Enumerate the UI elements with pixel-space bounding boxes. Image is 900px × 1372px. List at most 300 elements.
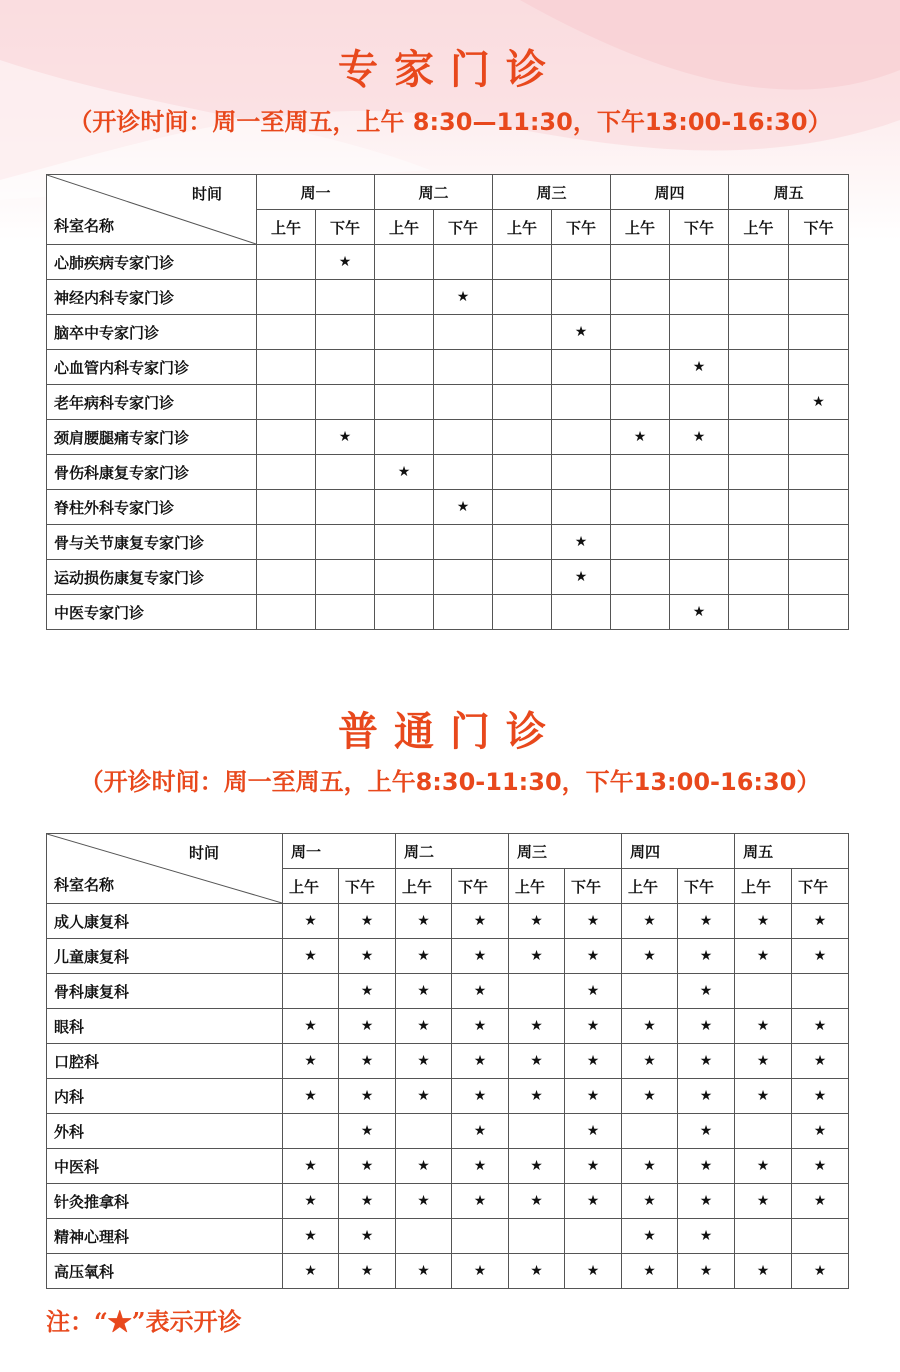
schedule-cell: [257, 455, 316, 490]
general-subtitle: （开诊时间：周一至周五，上午8:30-11:30，下午13:00-16:30）: [79, 768, 821, 796]
schedule-cell: [434, 595, 493, 630]
table-row: [47, 939, 849, 974]
schedule-cell: [257, 595, 316, 630]
schedule-cell: [622, 974, 678, 1009]
schedule-cell: [611, 350, 670, 385]
schedule-cell: [375, 350, 434, 385]
schedule-cell: [611, 245, 670, 280]
schedule-cell: [670, 560, 729, 595]
schedule-cell: [316, 315, 375, 350]
schedule-cell: [789, 490, 849, 525]
open-star-icon: ★: [283, 1079, 339, 1114]
open-star-icon: ★: [283, 1149, 339, 1184]
open-star-icon: ★: [283, 1009, 339, 1044]
open-star-icon: ★: [509, 1149, 565, 1184]
open-star-icon: ★: [565, 1114, 622, 1149]
open-star-icon: ★: [316, 420, 375, 455]
schedule-cell: [792, 974, 849, 1009]
schedule-cell: [257, 245, 316, 280]
schedule-cell: [375, 245, 434, 280]
dept-name: 颈肩腰腿痛专家门诊: [47, 420, 257, 455]
open-star-icon: ★: [396, 939, 452, 974]
open-star-icon: ★: [789, 385, 849, 420]
schedule-cell: [789, 315, 849, 350]
schedule-cell: [611, 595, 670, 630]
open-star-icon: ★: [622, 904, 678, 939]
schedule-cell: [493, 385, 552, 420]
dept-name: 脊柱外科专家门诊: [47, 490, 257, 525]
half-header: 下午: [434, 210, 493, 245]
schedule-cell: [670, 315, 729, 350]
open-star-icon: ★: [452, 974, 509, 1009]
schedule-cell: [670, 525, 729, 560]
schedule-cell: [729, 525, 789, 560]
open-star-icon: ★: [611, 420, 670, 455]
dept-name: 口腔科: [47, 1044, 283, 1079]
dept-name: 老年病科专家门诊: [47, 385, 257, 420]
half-header: 下午: [789, 210, 849, 245]
open-star-icon: ★: [678, 1219, 735, 1254]
open-star-icon: ★: [565, 1149, 622, 1184]
schedule-cell: [434, 560, 493, 595]
table-row: [47, 1184, 849, 1219]
open-star-icon: ★: [452, 904, 509, 939]
schedule-cell: [611, 315, 670, 350]
schedule-cell: [316, 280, 375, 315]
dept-name: 中医科: [47, 1149, 283, 1184]
dept-name: 外科: [47, 1114, 283, 1149]
schedule-cell: [434, 385, 493, 420]
open-star-icon: ★: [452, 1184, 509, 1219]
schedule-cell: [552, 595, 611, 630]
half-header: 上午: [622, 869, 678, 904]
open-star-icon: ★: [678, 939, 735, 974]
open-star-icon: ★: [283, 904, 339, 939]
schedule-cell: [611, 385, 670, 420]
schedule-cell: [611, 280, 670, 315]
open-star-icon: ★: [792, 1079, 849, 1114]
open-star-icon: ★: [622, 1079, 678, 1114]
open-star-icon: ★: [509, 939, 565, 974]
schedule-cell: [283, 974, 339, 1009]
half-header: 下午: [316, 210, 375, 245]
schedule-cell: [729, 245, 789, 280]
dept-name: 针灸推拿科: [47, 1184, 283, 1219]
half-header: 上午: [735, 869, 792, 904]
schedule-cell: [493, 245, 552, 280]
open-star-icon: ★: [622, 1219, 678, 1254]
open-star-icon: ★: [622, 1149, 678, 1184]
open-star-icon: ★: [622, 1184, 678, 1219]
open-star-icon: ★: [283, 1254, 339, 1289]
table-row: [47, 420, 849, 455]
open-star-icon: ★: [339, 1149, 396, 1184]
schedule-cell: [434, 315, 493, 350]
schedule-cell: [552, 385, 611, 420]
schedule-cell: [375, 560, 434, 595]
open-star-icon: ★: [509, 1254, 565, 1289]
schedule-cell: [729, 560, 789, 595]
half-header: 上午: [611, 210, 670, 245]
table-row: [47, 974, 849, 1009]
open-star-icon: ★: [396, 1184, 452, 1219]
open-star-icon: ★: [792, 1149, 849, 1184]
open-star-icon: ★: [396, 904, 452, 939]
schedule-cell: [257, 280, 316, 315]
header-diagonal-cell: [47, 175, 257, 245]
open-star-icon: ★: [283, 1219, 339, 1254]
table-row: [47, 904, 849, 939]
table-row: [47, 1219, 849, 1254]
schedule-cell: [493, 595, 552, 630]
half-header: 下午: [452, 869, 509, 904]
open-star-icon: ★: [678, 1114, 735, 1149]
day-header: 周四: [611, 175, 729, 210]
open-star-icon: ★: [339, 1254, 396, 1289]
half-header: 上午: [729, 210, 789, 245]
schedule-cell: [670, 385, 729, 420]
open-star-icon: ★: [792, 1114, 849, 1149]
schedule-cell: [434, 455, 493, 490]
open-star-icon: ★: [452, 1114, 509, 1149]
open-star-icon: ★: [565, 939, 622, 974]
schedule-cell: [493, 525, 552, 560]
schedule-cell: [434, 525, 493, 560]
open-star-icon: ★: [339, 1184, 396, 1219]
table-row: [47, 490, 849, 525]
table-row: [47, 350, 849, 385]
half-header: 下午: [339, 869, 396, 904]
open-star-icon: ★: [396, 1254, 452, 1289]
open-star-icon: ★: [509, 1079, 565, 1114]
schedule-cell: [670, 455, 729, 490]
schedule-cell: [493, 490, 552, 525]
day-header: 周三: [493, 175, 611, 210]
open-star-icon: ★: [735, 1079, 792, 1114]
open-star-icon: ★: [622, 1044, 678, 1079]
schedule-cell: [789, 595, 849, 630]
dept-name: 骨与关节康复专家门诊: [47, 525, 257, 560]
table-row: [47, 455, 849, 490]
open-star-icon: ★: [396, 1149, 452, 1184]
dept-name: 脑卒中专家门诊: [47, 315, 257, 350]
day-header: 周二: [396, 834, 509, 869]
schedule-cell: [257, 420, 316, 455]
open-star-icon: ★: [565, 1254, 622, 1289]
schedule-cell: [789, 350, 849, 385]
open-star-icon: ★: [339, 939, 396, 974]
expert-subtitle: （开诊时间：周一至周五，上午 8:30—11:30，下午13:00-16:30）: [68, 108, 832, 136]
open-star-icon: ★: [792, 1254, 849, 1289]
day-header: 周四: [622, 834, 735, 869]
schedule-cell: [316, 560, 375, 595]
general-title: 普通门诊: [338, 709, 562, 755]
open-star-icon: ★: [509, 1044, 565, 1079]
schedule-cell: [375, 385, 434, 420]
schedule-cell: [257, 525, 316, 560]
dept-name: 心肺疾病专家门诊: [47, 245, 257, 280]
dept-name: 神经内科专家门诊: [47, 280, 257, 315]
open-star-icon: ★: [735, 1254, 792, 1289]
day-header: 周一: [257, 175, 375, 210]
open-star-icon: ★: [339, 1219, 396, 1254]
schedule-cell: [611, 490, 670, 525]
schedule-cell: [316, 595, 375, 630]
schedule-cell: [729, 280, 789, 315]
schedule-cell: [729, 315, 789, 350]
day-header: 周二: [375, 175, 493, 210]
dept-name: 中医专家门诊: [47, 595, 257, 630]
open-star-icon: ★: [316, 245, 375, 280]
half-header: 上午: [375, 210, 434, 245]
schedule-cell: [283, 1114, 339, 1149]
open-star-icon: ★: [678, 1149, 735, 1184]
schedule-cell: [434, 350, 493, 385]
schedule-cell: [789, 525, 849, 560]
table-row: [47, 1009, 849, 1044]
half-header: 上午: [509, 869, 565, 904]
schedule-cell: [789, 420, 849, 455]
dept-name: 内科: [47, 1079, 283, 1114]
open-star-icon: ★: [622, 1009, 678, 1044]
open-star-icon: ★: [396, 1009, 452, 1044]
header-time-label: 时间: [189, 844, 220, 862]
day-header: 周五: [735, 834, 849, 869]
schedule-cell: [729, 350, 789, 385]
open-star-icon: ★: [735, 1184, 792, 1219]
open-star-icon: ★: [670, 420, 729, 455]
schedule-cell: [670, 280, 729, 315]
schedule-cell: [316, 455, 375, 490]
open-star-icon: ★: [792, 904, 849, 939]
table-row: [47, 595, 849, 630]
schedule-cell: [257, 315, 316, 350]
open-star-icon: ★: [552, 315, 611, 350]
open-star-icon: ★: [339, 1079, 396, 1114]
schedule-cell: [611, 455, 670, 490]
schedule-cell: [792, 1219, 849, 1254]
table-row: [47, 1114, 849, 1149]
schedule-cell: [375, 595, 434, 630]
open-star-icon: ★: [509, 1009, 565, 1044]
table-row: [47, 1149, 849, 1184]
half-header: 上午: [283, 869, 339, 904]
open-star-icon: ★: [283, 939, 339, 974]
dept-name: 骨科康复科: [47, 974, 283, 1009]
open-star-icon: ★: [565, 1044, 622, 1079]
open-star-icon: ★: [678, 904, 735, 939]
header-time-label: 时间: [192, 185, 223, 203]
schedule-cell: [375, 525, 434, 560]
schedule-cell: [375, 420, 434, 455]
open-star-icon: ★: [565, 1009, 622, 1044]
schedule-cell: [789, 245, 849, 280]
day-header: 周三: [509, 834, 622, 869]
schedule-cell: [552, 490, 611, 525]
schedule-cell: [375, 490, 434, 525]
schedule-cell: [434, 245, 493, 280]
open-star-icon: ★: [678, 1044, 735, 1079]
table-row: [47, 385, 849, 420]
open-star-icon: ★: [678, 1184, 735, 1219]
open-star-icon: ★: [735, 1009, 792, 1044]
schedule-cell: [789, 455, 849, 490]
open-star-icon: ★: [452, 1044, 509, 1079]
half-header: 上午: [493, 210, 552, 245]
schedule-cell: [257, 385, 316, 420]
open-star-icon: ★: [678, 1079, 735, 1114]
schedule-cell: [509, 974, 565, 1009]
schedule-cell: [493, 350, 552, 385]
open-star-icon: ★: [396, 1079, 452, 1114]
schedule-cell: [316, 385, 375, 420]
legend-note: 注：“★”表示开诊: [46, 1307, 242, 1336]
schedule-cell: [257, 350, 316, 385]
open-star-icon: ★: [792, 939, 849, 974]
header-dept-label: 科室名称: [54, 876, 115, 894]
schedule-cell: [611, 560, 670, 595]
table-row: [47, 560, 849, 595]
schedule-cell: [375, 315, 434, 350]
schedule-cell: [789, 560, 849, 595]
half-header: 上午: [396, 869, 452, 904]
schedule-cell: [735, 1219, 792, 1254]
open-star-icon: ★: [792, 1044, 849, 1079]
schedule-cell: [396, 1219, 452, 1254]
expert-title: 专家门诊: [338, 47, 562, 93]
open-star-icon: ★: [283, 1044, 339, 1079]
schedule-cell: [729, 385, 789, 420]
table-row: [47, 315, 849, 350]
open-star-icon: ★: [452, 1009, 509, 1044]
schedule-cell: [552, 245, 611, 280]
schedule-cell: [552, 455, 611, 490]
half-header: 下午: [678, 869, 735, 904]
schedule-cell: [552, 350, 611, 385]
table-row: [47, 280, 849, 315]
open-star-icon: ★: [339, 1009, 396, 1044]
schedule-cell: [670, 490, 729, 525]
half-header: 下午: [792, 869, 849, 904]
schedule-cell: [316, 525, 375, 560]
schedule-cell: [493, 455, 552, 490]
schedule-cell: [257, 560, 316, 595]
half-header: 下午: [565, 869, 622, 904]
schedule-cell: [729, 490, 789, 525]
open-star-icon: ★: [396, 974, 452, 1009]
open-star-icon: ★: [735, 1149, 792, 1184]
schedule-cell: [375, 280, 434, 315]
open-star-icon: ★: [452, 1079, 509, 1114]
open-star-icon: ★: [792, 1184, 849, 1219]
open-star-icon: ★: [434, 280, 493, 315]
schedule-cell: [509, 1219, 565, 1254]
dept-name: 运动损伤康复专家门诊: [47, 560, 257, 595]
header-diagonal-cell: [47, 834, 283, 904]
open-star-icon: ★: [452, 1149, 509, 1184]
schedule-cell: [670, 245, 729, 280]
schedule-cell: [434, 420, 493, 455]
day-header: 周五: [729, 175, 849, 210]
open-star-icon: ★: [552, 560, 611, 595]
schedule-cell: [565, 1219, 622, 1254]
open-star-icon: ★: [339, 974, 396, 1009]
schedule-cell: [493, 280, 552, 315]
dept-name: 儿童康复科: [47, 939, 283, 974]
open-star-icon: ★: [565, 1079, 622, 1114]
open-star-icon: ★: [339, 904, 396, 939]
schedule-cell: [729, 595, 789, 630]
open-star-icon: ★: [678, 974, 735, 1009]
schedule-cell: [729, 455, 789, 490]
dept-name: 成人康复科: [47, 904, 283, 939]
schedule-cell: [493, 420, 552, 455]
open-star-icon: ★: [452, 939, 509, 974]
schedule-cell: [611, 525, 670, 560]
general-schedule-table: [46, 833, 849, 1289]
schedule-cell: [789, 280, 849, 315]
schedule-cell: [396, 1114, 452, 1149]
half-header: 上午: [257, 210, 316, 245]
expert-schedule-table: [46, 174, 849, 630]
table-row: [47, 525, 849, 560]
dept-name: 骨伤科康复专家门诊: [47, 455, 257, 490]
open-star-icon: ★: [509, 904, 565, 939]
schedule-cell: [735, 1114, 792, 1149]
schedule-cell: [735, 974, 792, 1009]
open-star-icon: ★: [396, 1044, 452, 1079]
open-star-icon: ★: [565, 974, 622, 1009]
schedule-cell: [316, 350, 375, 385]
day-header: 周一: [283, 834, 396, 869]
open-star-icon: ★: [670, 595, 729, 630]
half-header: 下午: [670, 210, 729, 245]
open-star-icon: ★: [678, 1254, 735, 1289]
open-star-icon: ★: [283, 1184, 339, 1219]
open-star-icon: ★: [565, 1184, 622, 1219]
schedule-cell: [257, 490, 316, 525]
half-header: 下午: [552, 210, 611, 245]
schedule-cell: [509, 1114, 565, 1149]
schedule-cell: [493, 560, 552, 595]
schedule-cell: [552, 420, 611, 455]
dept-name: 心血管内科专家门诊: [47, 350, 257, 385]
schedule-cell: [493, 315, 552, 350]
open-star-icon: ★: [339, 1044, 396, 1079]
open-star-icon: ★: [792, 1009, 849, 1044]
dept-name: 精神心理科: [47, 1219, 283, 1254]
open-star-icon: ★: [678, 1009, 735, 1044]
open-star-icon: ★: [565, 904, 622, 939]
table-row: [47, 245, 849, 280]
open-star-icon: ★: [552, 525, 611, 560]
schedule-cell: [622, 1114, 678, 1149]
schedule-cell: [316, 490, 375, 525]
open-star-icon: ★: [670, 350, 729, 385]
header-dept-label: 科室名称: [54, 217, 115, 235]
open-star-icon: ★: [375, 455, 434, 490]
open-star-icon: ★: [735, 1044, 792, 1079]
table-row: [47, 1079, 849, 1114]
dept-name: 眼科: [47, 1009, 283, 1044]
schedule-cell: [729, 420, 789, 455]
open-star-icon: ★: [735, 904, 792, 939]
open-star-icon: ★: [434, 490, 493, 525]
open-star-icon: ★: [452, 1254, 509, 1289]
open-star-icon: ★: [622, 939, 678, 974]
open-star-icon: ★: [735, 939, 792, 974]
table-row: [47, 1044, 849, 1079]
